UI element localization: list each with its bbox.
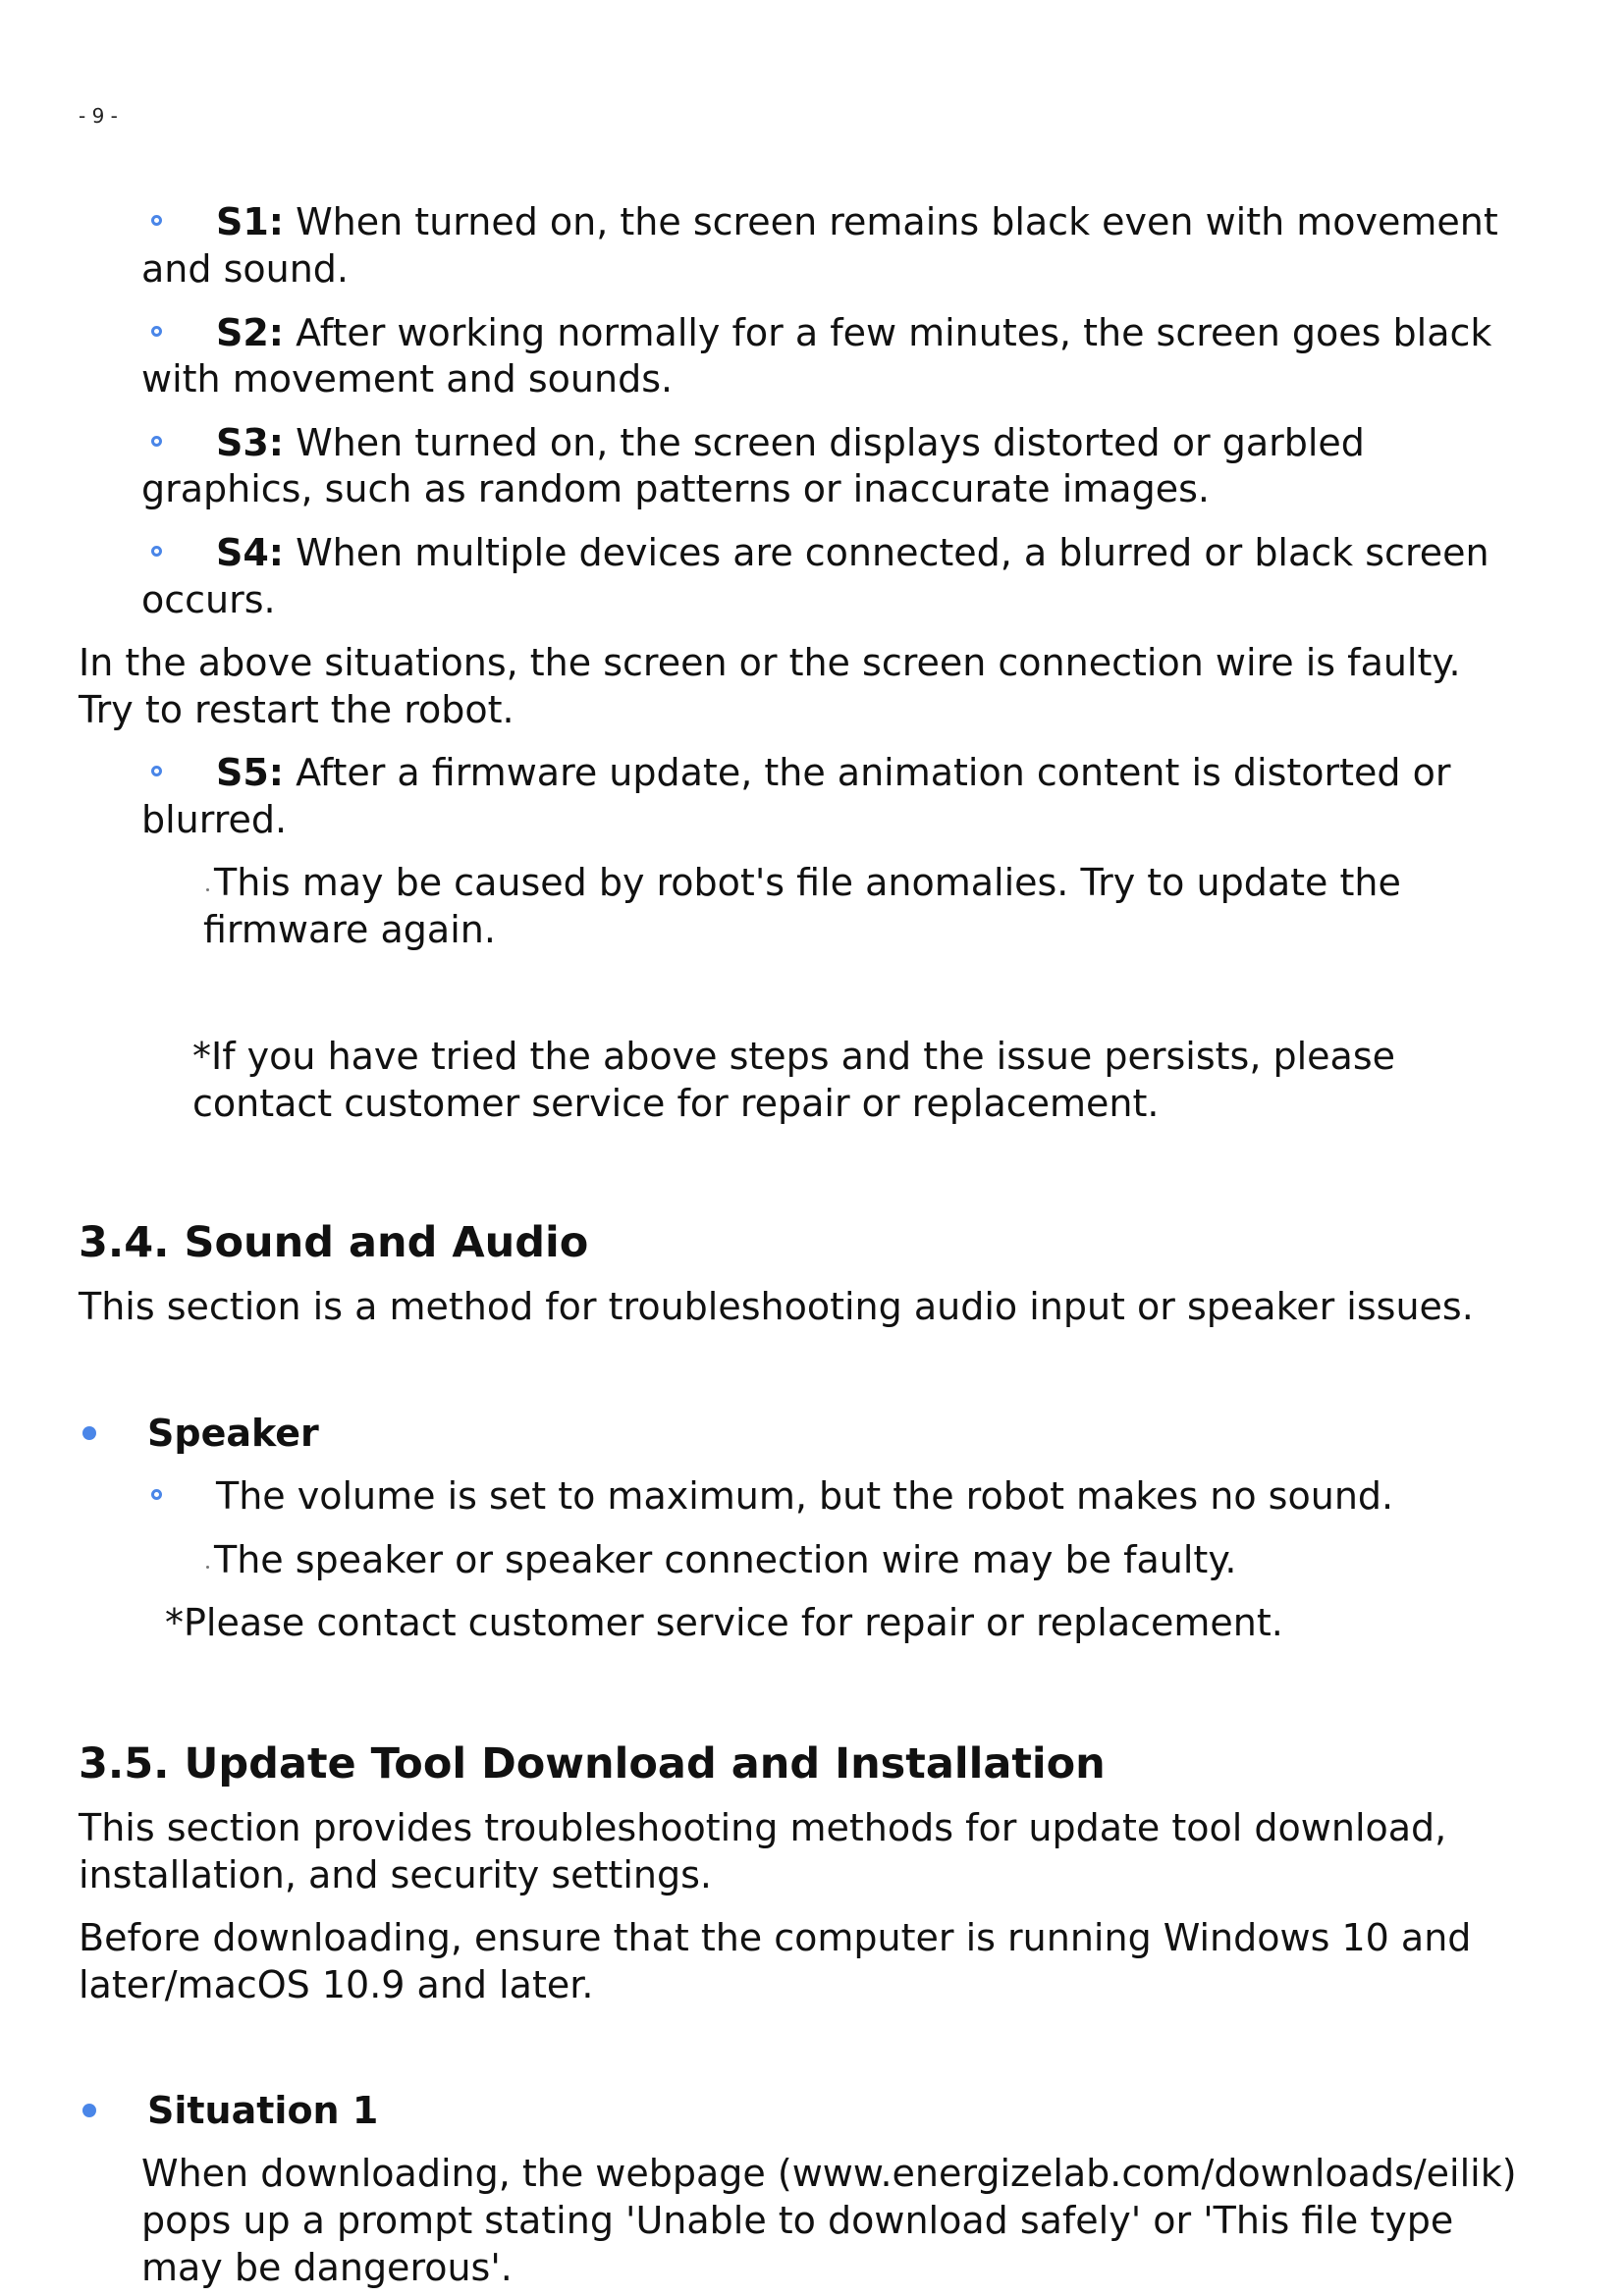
circle-bullet-icon — [151, 766, 162, 776]
screen-item-s1 — [216, 198, 1498, 245]
section-heading-update: 3.5. Update Tool Download and Installation — [79, 1739, 1106, 1789]
speaker-note: *Please contact customer service for repair or replacement. — [165, 1601, 1283, 1644]
section-heading-sound: 3.4. Sound and Audio — [79, 1218, 589, 1267]
speaker-item — [216, 1472, 1393, 1520]
bullet-dot-icon — [82, 1426, 96, 1440]
page-number: - 9 - — [79, 104, 118, 128]
screen-item-s2-cont: with movement and sounds. — [141, 357, 674, 400]
item-text: When turned on, the screen displays distorted or garbled — [284, 421, 1365, 464]
screen-item-s4 — [216, 529, 1489, 576]
screen-item-s3 — [216, 419, 1365, 466]
circle-bullet-icon — [151, 546, 162, 557]
circle-bullet-icon — [151, 215, 162, 226]
situation-1-line2: pops up a prompt stating 'Unable to download safely' or 'This file type — [141, 2199, 1454, 2242]
screen-footnote-line2: contact customer service for repair or replacement. — [192, 1082, 1160, 1125]
bullet-label: Speaker — [147, 1412, 319, 1455]
update-req-line1: Before downloading, ensure that the computer is running Windows 10 and — [79, 1916, 1472, 1959]
circle-bullet-icon — [151, 326, 162, 337]
bullet-label: Situation 1 — [147, 2089, 379, 2132]
speaker-bullet — [147, 1410, 319, 1457]
update-intro-line1: This section provides troubleshooting methods for update tool download, — [79, 1806, 1447, 1849]
screen-item-s5 — [216, 749, 1451, 796]
item-label: S5: — [216, 751, 285, 794]
item-text: When turned on, the screen remains black even with movement — [284, 200, 1498, 243]
item-text: After a firmware update, the animation content is distorted or — [284, 751, 1451, 794]
screen-footnote-line1: *If you have tried the above steps and the issue persists, please — [192, 1035, 1396, 1078]
update-intro-line2: installation, and security settings. — [79, 1853, 712, 1896]
small-dot-icon — [206, 888, 209, 891]
s5-sub-line2: firmware again. — [203, 908, 496, 951]
sub-text: The speaker or speaker connection wire may be faulty. — [214, 1538, 1237, 1581]
sub-text: This may be caused by robot's file anomalies. Try to update the — [214, 861, 1401, 904]
speaker-sub — [214, 1536, 1236, 1583]
screen-item-s4-cont: occurs. — [141, 578, 276, 621]
item-text: After working normally for a few minutes, the screen goes black — [284, 311, 1492, 354]
item-label: S1: — [216, 200, 285, 243]
screen-note-line2: Try to restart the robot. — [79, 688, 514, 731]
s5-sub-line1 — [214, 859, 1401, 906]
circle-bullet-icon — [151, 1489, 162, 1500]
circle-bullet-icon — [151, 436, 162, 447]
screen-item-s2 — [216, 309, 1491, 356]
small-dot-icon — [206, 1566, 209, 1569]
screen-note-line1: In the above situations, the screen or the screen connection wire is faulty. — [79, 641, 1461, 684]
situation-1-line3: may be dangerous'. — [141, 2246, 513, 2289]
item-text: The volume is set to maximum, but the robot makes no sound. — [216, 1474, 1394, 1518]
screen-item-s3-cont: graphics, such as random patterns or inaccurate images. — [141, 467, 1210, 510]
item-text: When multiple devices are connected, a blurred or black screen — [284, 531, 1489, 574]
sound-intro: This section is a method for troubleshooting audio input or speaker issues. — [79, 1285, 1474, 1328]
update-req-line2: later/macOS 10.9 and later. — [79, 1963, 594, 2006]
screen-item-s5-cont: blurred. — [141, 798, 288, 841]
screen-item-s1-cont: and sound. — [141, 247, 349, 291]
bullet-dot-icon — [82, 2104, 96, 2117]
item-label: S3: — [216, 421, 285, 464]
item-label: S4: — [216, 531, 285, 574]
situation-1-bullet — [147, 2087, 378, 2134]
item-label: S2: — [216, 311, 285, 354]
situation-1-line1: When downloading, the webpage (www.energizelab.com/downloads/eilik) — [141, 2152, 1517, 2195]
